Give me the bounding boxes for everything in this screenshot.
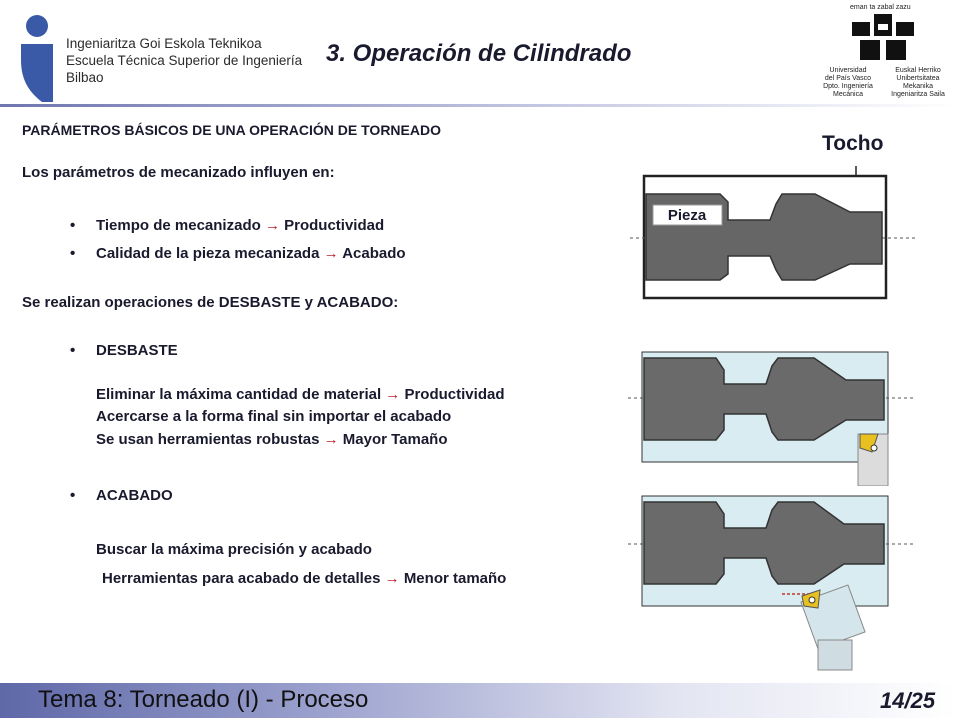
acabado-line-2-text: Herramientas para acabado de detalles xyxy=(102,570,381,587)
bullet-1-arrow: → xyxy=(264,217,280,234)
bullet-1 xyxy=(96,217,384,234)
bullet-1-effect: Productividad xyxy=(284,217,385,234)
desbaste-line-3-effect: Mayor Tamaño xyxy=(342,431,448,448)
intro-text: Los parámetros de mecanizado influyen en: xyxy=(22,164,335,181)
desbaste-title: DESBASTE xyxy=(96,342,178,359)
acabado-line-2-effect: Menor tamaño xyxy=(403,570,507,587)
acabado-diagram xyxy=(628,492,913,672)
operations-text xyxy=(22,294,398,311)
slide-title: 3. Operación de Cilindrado xyxy=(326,40,632,67)
university-emblem xyxy=(850,14,916,62)
school-logo-mark xyxy=(12,10,62,102)
acabado-line-2 xyxy=(102,570,506,587)
school-name-line3: Bilbao xyxy=(66,70,104,85)
school-name-line1: Ingeniaritza Goi Eskola Teknikoa xyxy=(66,36,262,51)
desbaste-line-1-text: Eliminar la máxima cantidad de material xyxy=(96,386,382,403)
univ-left-line3: Dpto. Ingeniería xyxy=(823,83,873,90)
desbaste-line-1-arrow: → xyxy=(385,386,401,403)
university-name-es xyxy=(818,67,878,99)
university-name-eu xyxy=(884,67,952,99)
bullet-2-arrow: → xyxy=(323,245,339,262)
univ-right-line2: Unibertsitatea xyxy=(896,75,940,82)
header-divider xyxy=(0,104,957,107)
desbaste-line-3-arrow: → xyxy=(323,431,339,448)
univ-right-line1: Euskal Herriko xyxy=(895,67,941,74)
bullet-1-cause: Tiempo de mecanizado xyxy=(96,217,261,234)
bullet-2 xyxy=(96,245,406,262)
univ-right-line4: Ingeniaritza Saila xyxy=(891,91,945,98)
acabado-title: ACABADO xyxy=(96,487,173,504)
acabado-bullet-mark: • xyxy=(70,487,76,504)
university-motto: eman ta zabal zazu xyxy=(850,4,911,11)
tocho-diagram xyxy=(620,160,920,305)
pieza-label: Pieza xyxy=(667,207,707,224)
school-name-line2: Escuela Técnica Superior de Ingeniería xyxy=(66,53,303,68)
acabado-line-2-arrow: → xyxy=(384,570,400,587)
desbaste-line-3 xyxy=(96,431,448,448)
university-logo xyxy=(812,4,954,104)
tocho-label: Tocho xyxy=(822,132,884,155)
desbaste-line-2: Acercarse a la forma final sin importar el acabado xyxy=(96,408,452,425)
bullet-1-mark: • xyxy=(70,217,76,234)
section-heading: PARÁMETROS BÁSICOS DE UNA OPERACIÓN DE TORNEADO xyxy=(22,122,441,138)
univ-right-line3: Mekanika xyxy=(903,83,933,90)
ops-acabado: ACABADO xyxy=(316,294,394,311)
desbaste-line-1-effect: Productividad xyxy=(404,386,505,403)
desbaste-bullet-mark: • xyxy=(70,342,76,359)
bullet-2-effect: Acabado xyxy=(342,245,406,262)
desbaste-line-1 xyxy=(96,386,504,403)
univ-left-line2: del País Vasco xyxy=(824,75,872,82)
univ-left-line1: Universidad xyxy=(829,67,867,74)
acabado-line-1: Buscar la máxima precisión y acabado xyxy=(96,541,372,558)
bullet-2-cause: Calidad de la pieza mecanizada xyxy=(96,245,320,262)
univ-left-line4: Mecánica xyxy=(833,91,863,98)
ops-desbaste: DESBASTE xyxy=(218,294,301,311)
footer-topic: Tema 8: Torneado (I) - Proceso xyxy=(38,686,369,713)
ops-prefix: Se realizan operaciones de xyxy=(22,294,219,311)
ops-suffix: : xyxy=(393,294,399,311)
ops-y: y xyxy=(300,294,317,311)
bullet-2-mark: • xyxy=(70,245,76,262)
desbaste-diagram xyxy=(628,348,913,486)
desbaste-line-3-text: Se usan herramientas robustas xyxy=(96,431,320,448)
school-logo xyxy=(8,8,303,103)
page-number: 14/25 xyxy=(880,688,936,713)
